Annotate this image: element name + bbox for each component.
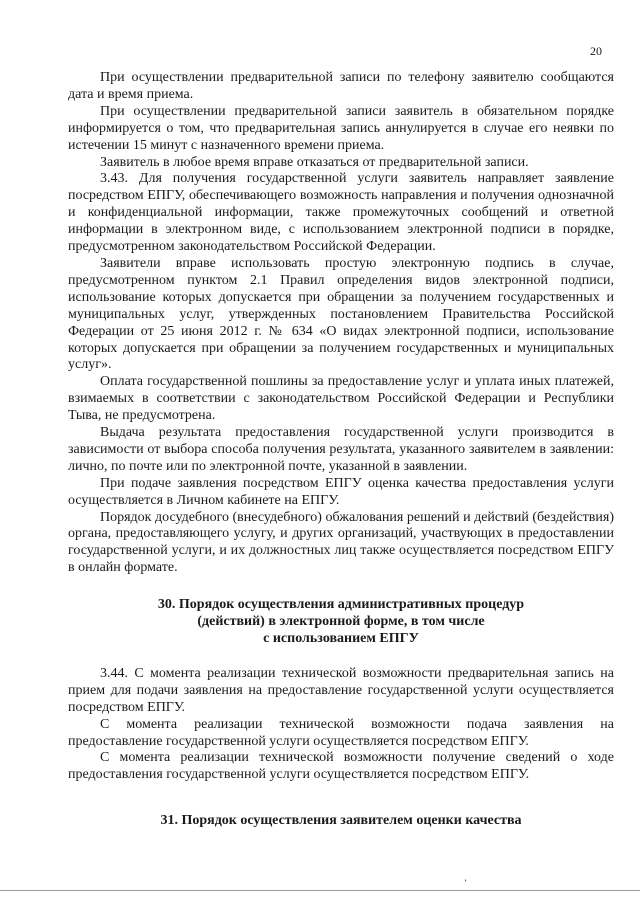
paragraph: С момента реализации технической возможности подача заявления на предоставление государственной услуги осуществляется посредством ЕПГУ. bbox=[68, 716, 614, 749]
section-heading-text: 31. Порядок осуществления заявителем оценки качества bbox=[160, 813, 522, 828]
section-heading-line: (действий) в электронной форме, в том числе bbox=[197, 614, 485, 630]
paragraph: 3.43. Для получения государственной услуги заявитель направляет заявление посредством ЕПГУ, обеспечивающего возможность направления и получения однозначной и конфиденциальной информации, также промежуточных сообщений и ответной информации в электронном виде, с использованием электронной подписи в порядке, предусмотренном законодательством Российской Федерации. bbox=[68, 171, 614, 255]
paragraph: С момента реализации технической возможности получение сведений о ходе предоставления государственной услуги осуществляется посредством ЕПГУ. bbox=[68, 750, 614, 783]
section-heading-line: с использованием ЕПГУ bbox=[263, 631, 419, 646]
paragraph: Выдача результата предоставления государственной услуги производится в зависимости от выбора способа получения результата, указанного заявителем в заявлении: лично, по почте или по электронной почте, указанной в заявлении. bbox=[68, 425, 614, 474]
paragraph: Оплата государственной пошлины за предоставление услуг и уплата иных платежей, взимаемых в соответствии с законодательством Российской Федерации и Республики Тыва, не предусмотрена. bbox=[68, 374, 614, 424]
paragraph: При осуществлении предварительной записи заявитель в обязательном порядке информируется о том, что предварительная запись аннулируется в случае его неявки по истечении 15 минут с назначенного времени приема. bbox=[68, 103, 614, 153]
document-body bbox=[68, 70, 614, 784]
paragraph: Порядок досудебного (внесудебного) обжалования решений и действий (бездействия) органа, предоставляющего услугу, и других организаций, участвующих в предоставлении государственной услуги, и их должностных лиц также осуществляется посредством ЕПГУ в онлайн формате. bbox=[68, 509, 614, 576]
paragraph: Заявитель в любое время вправе отказаться от предварительной записи. bbox=[100, 154, 529, 170]
paragraph: При осуществлении предварительной записи по телефону заявителю сообщаются дата и время приема. bbox=[68, 70, 614, 102]
paragraph: При подаче заявления посредством ЕПГУ оценка качества предоставления услуги осуществляется в Личном кабинете на ЕПГУ. bbox=[68, 475, 614, 508]
section-heading bbox=[68, 597, 614, 648]
scan-edge-divider bbox=[0, 890, 640, 891]
paragraph: 3.44. С момента реализации технической возможности предварительная запись на прием для подачи заявления на предоставление государственной услуги осуществляется посредством ЕПГУ. bbox=[68, 665, 614, 715]
page-number: 20 bbox=[590, 44, 602, 58]
paragraph: Заявители вправе использовать простую электронную подпись в случае, предусмотренном пунктом 2.1 Правил определения видов электронной подписи, использование которых допускается при обращении за получением государственных и муниципальных услуг, утвержденных постановлением Правительства Российской Федерации от 25 июня 2012 г. № 634 «О видах электронной подписи, использование которых допускается при обращении за получением государственных и муниципальных услуг». bbox=[68, 255, 614, 373]
scan-mark: ʼ bbox=[464, 878, 467, 888]
section-heading bbox=[68, 813, 614, 829]
section-heading-line: 30. Порядок осуществления административных процедур bbox=[157, 597, 525, 613]
